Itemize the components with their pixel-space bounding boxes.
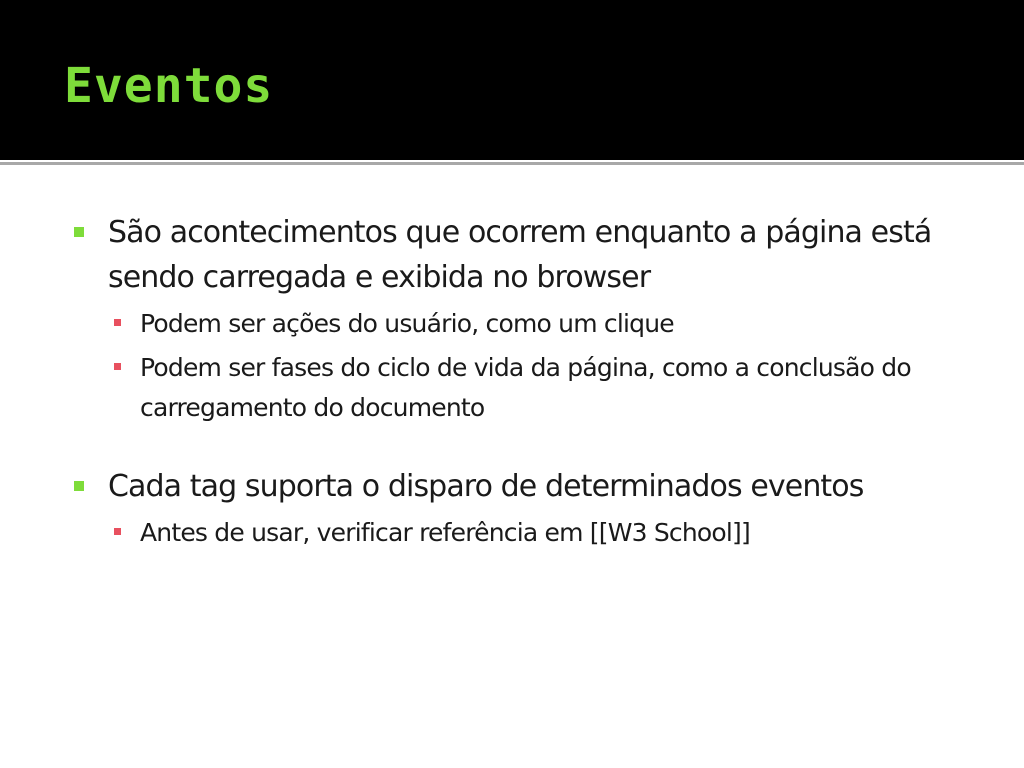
square-bullet-icon	[74, 227, 84, 237]
bullet-text: Cada tag suporta o disparo de determinados eventos	[108, 469, 864, 504]
bullet-item	[74, 210, 938, 300]
sub-bullet-text: Podem ser fases do ciclo de vida da página, como a conclusão do carregamento do documento	[140, 353, 911, 422]
slide-title: Eventos	[64, 58, 274, 114]
sub-bullet-text: Podem ser ações do usuário, como um clique	[140, 309, 674, 338]
sub-bullet-item	[74, 348, 940, 428]
bullet-text: São acontecimentos que ocorrem enquanto a página está sendo carregada e exibida no browser	[108, 215, 932, 295]
sub-bullet-text: Antes de usar, verificar referência em [[W3 School]]	[140, 518, 750, 547]
title-divider	[0, 162, 1024, 165]
square-bullet-icon	[114, 363, 121, 370]
slide-body	[74, 210, 974, 553]
sub-bullet-item	[74, 304, 940, 344]
title-bar	[0, 0, 1024, 160]
square-bullet-icon	[74, 481, 84, 491]
bullet-item	[74, 464, 938, 509]
square-bullet-icon	[114, 528, 121, 535]
sub-bullet-item	[74, 513, 940, 553]
square-bullet-icon	[114, 319, 121, 326]
